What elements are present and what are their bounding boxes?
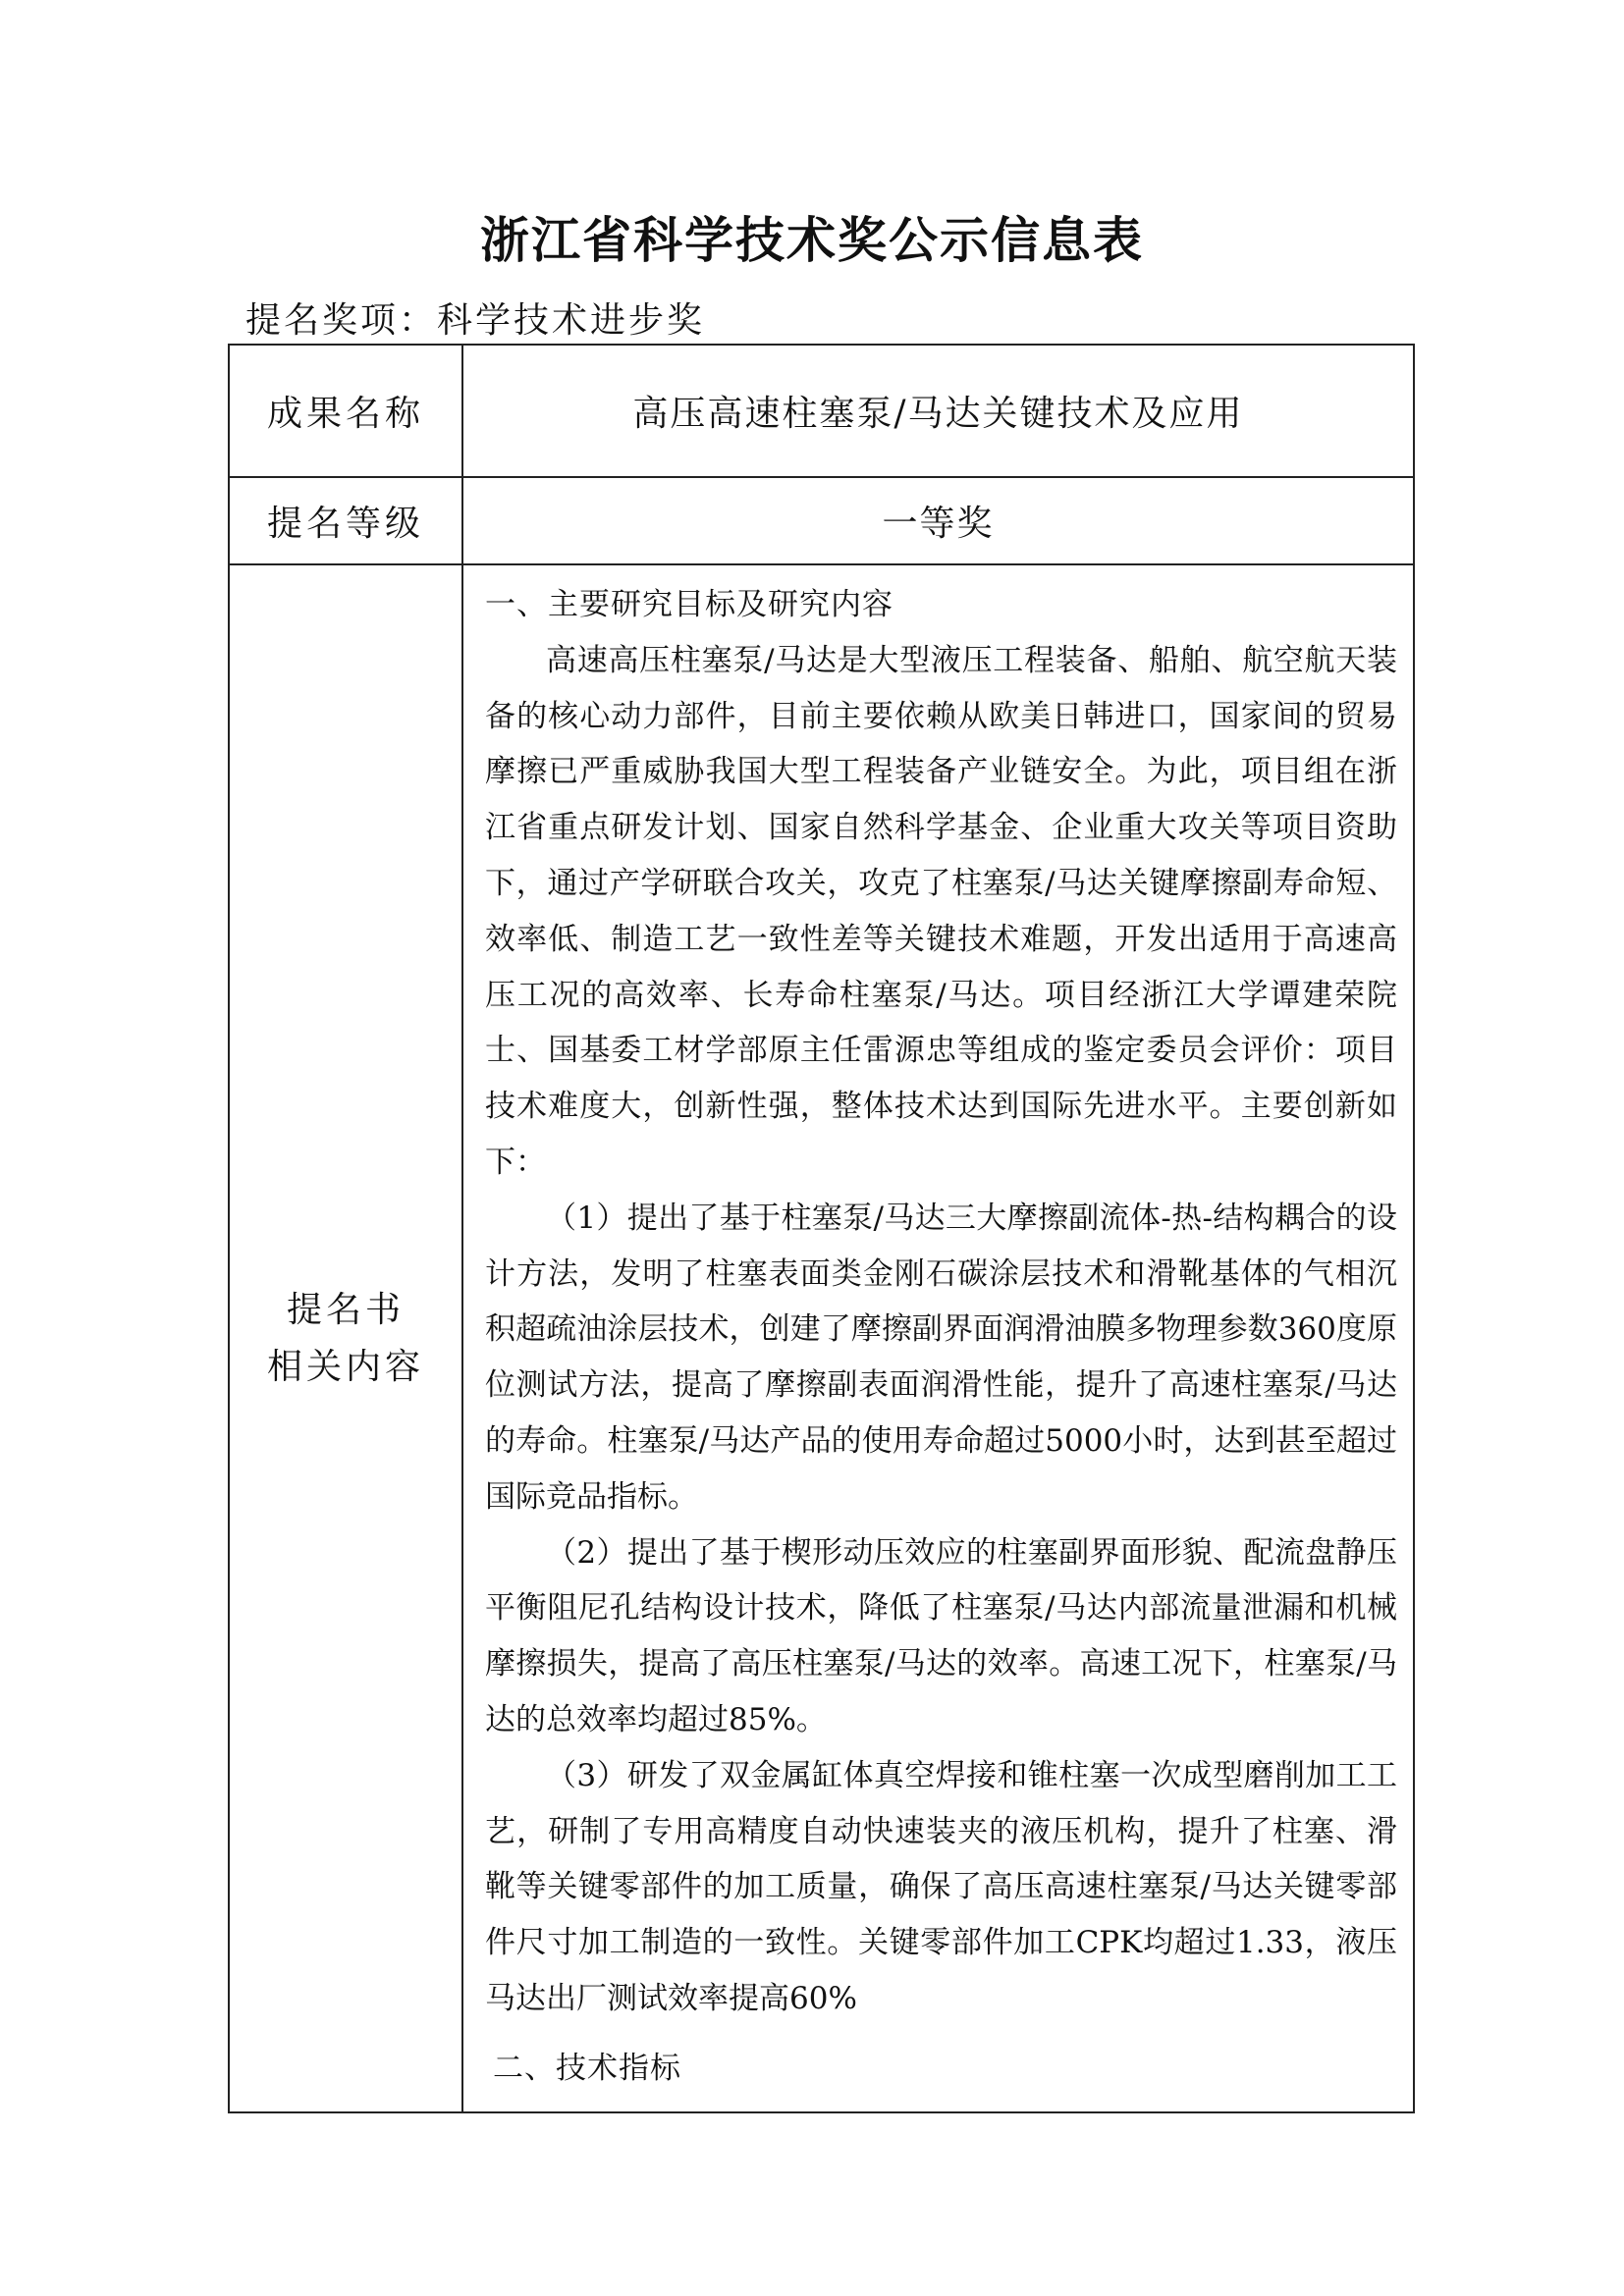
nomination-level-label: 提名等级 — [229, 477, 462, 564]
nomination-level-value: 一等奖 — [462, 477, 1414, 564]
paragraph-overview: 高速高压柱塞泵/马达是大型液压工程装备、船舶、航空航天装备的核心动力部件，目前主要依赖从欧美日韩进口，国家间的贸易摩擦已严重威胁我国大型工程装备产业链安全。为此，项目组在浙江省重点研发计划、国家自然科学基金、企业重大攻关等项目资助下，通过产学研联合攻关，攻克了柱塞泵/马达关键摩擦副寿命短、效率低、制造工艺一致性差等关键技术难题，开发出适用于高速高压工况的高效率、长寿命柱塞泵/马达。项目经浙江大学谭建荣院士、国基委工材学部原主任雷源忠等组成的鉴定委员会评价：项目技术难度大，创新性强，整体技术达到国际先进水平。主要创新如下： — [485, 642, 1397, 1180]
paragraph-innovation-3: （3）研发了双金属缸体真空焊接和锥柱塞一次成型磨削加工工艺，研制了专用高精度自动快速装夹的液压机构，提升了柱塞、滑靴等关键零部件的加工质量，确保了高压高速柱塞泵/马达关键零部件尺寸加工制造的一致性。关键零部件加工CPK均超过1.33，液压马达出厂测试效率提高60% — [485, 1757, 1397, 2016]
paragraph-innovation-1: （1）提出了基于柱塞泵/马达三大摩擦副流体-热-结构耦合的设计方法，发明了柱塞表面类金刚石碳涂层技术和滑靴基体的气相沉积超疏油涂层技术，创建了摩擦副界面润滑油膜多物理参数360度原位测试方法，提高了摩擦副表面润滑性能，提升了高速柱塞泵/马达的寿命。柱塞泵/马达产品的使用寿命超过5000小时，达到甚至超过国际竞品指标。 — [485, 1200, 1397, 1515]
achievement-name-label: 成果名称 — [229, 345, 462, 477]
page-title: 浙江省科学技术奖公示信息表 — [480, 212, 1144, 269]
nomination-content-body — [462, 564, 1414, 2112]
info-table — [228, 344, 1415, 2113]
nomination-content-label — [229, 564, 462, 2112]
section-heading-research-goals: 一、主要研究目标及研究内容 — [485, 587, 893, 622]
table-row-nomination-level — [229, 477, 1414, 564]
achievement-name-value: 高压高速柱塞泵/马达关键技术及应用 — [462, 345, 1414, 477]
paragraph-innovation-2: （2）提出了基于楔形动压效应的柱塞副界面形貌、配流盘静压平衡阻尼孔结构设计技术，降低了柱塞泵/马达内部流量泄漏和机械摩擦损失，提高了高压柱塞泵/马达的效率。高速工况下，柱塞泵/马达的总效率均超过85%。 — [485, 1534, 1397, 1737]
nomination-content-label-line1: 提名书 — [286, 1289, 405, 1330]
nomination-content-label-line2: 相关内容 — [266, 1346, 424, 1387]
table-row-achievement-name — [229, 345, 1414, 477]
award-type: 提名奖项：科学技术进步奖 — [245, 300, 706, 341]
section-heading-technical-indicators: 二、技术指标 — [493, 2050, 681, 2086]
table-row-nomination-content — [229, 564, 1414, 2112]
